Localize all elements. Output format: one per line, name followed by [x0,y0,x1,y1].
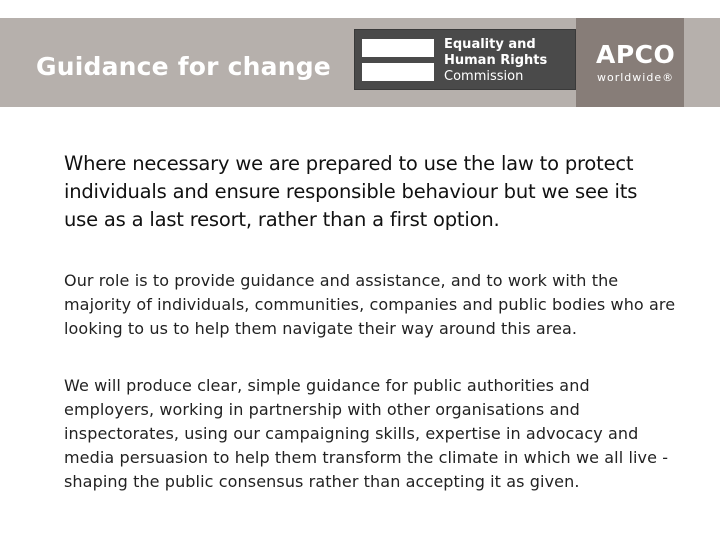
body-paragraph-guidance: We will produce clear, simple guidance for public authorities and employers, working in partnership with other organisations and inspectorates, using our campaigning skills, expertise in advocacy and media persuasion to help them transform the climate in which we all live - shaping the public consensus rather than accepting it as given. [64,376,669,491]
ehrc-logo-bar-bottom [362,63,434,81]
lead-statement: Where necessary we are prepared to use the law to protect individuals and ensure responsible behaviour but we see its use as a last resort, rather than a first option. [64,152,638,231]
ehrc-logo [354,29,576,90]
slide-content [64,150,676,491]
ehrc-line-2: Human Rights [444,53,548,68]
ehrc-line-1: Equality and [444,37,536,52]
ehrc-logo-text [444,37,574,85]
apco-logo [576,18,684,107]
slide-title: Guidance for change [36,52,331,81]
ehrc-logo-bar-top [362,39,434,57]
body-paragraph-role: Our role is to provide guidance and assistance, and to work with the majority of individuals, communities, companies and public bodies who are looking to us to help them navigate their way around this area. [64,271,676,338]
apco-logo-subtitle: worldwide® [597,71,675,84]
apco-logo-name: APCO [596,40,676,69]
ehrc-line-3: Commission [444,69,524,84]
